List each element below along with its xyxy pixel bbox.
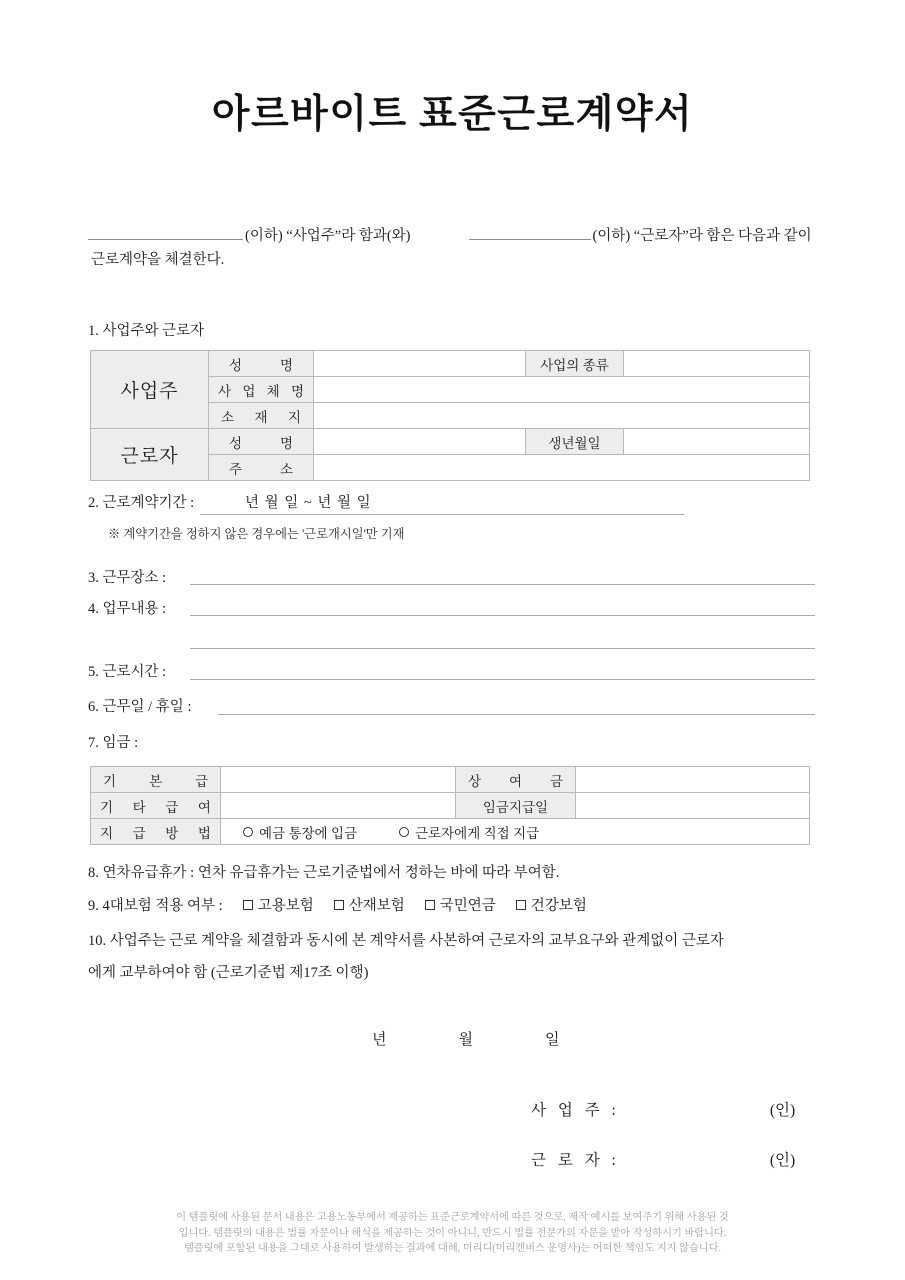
worker-group-label: 근로자 bbox=[91, 429, 209, 481]
intro-paragraph bbox=[88, 222, 818, 249]
job-description-rule-1[interactable] bbox=[190, 615, 815, 616]
workdays-holiday-rule[interactable] bbox=[218, 714, 815, 715]
contract-period-value[interactable]: 년 월 일 ~ 년 월 일 bbox=[245, 495, 372, 511]
insurance-label-industrial: 산재보험 bbox=[348, 898, 405, 914]
business-address-value[interactable] bbox=[314, 403, 810, 429]
payment-option-direct[interactable] bbox=[399, 822, 539, 842]
section-1-heading: 1. 사업주와 근로자 bbox=[88, 323, 205, 339]
section-9-row bbox=[88, 895, 587, 917]
parties-table bbox=[90, 350, 810, 481]
insurance-checkbox-employment[interactable] bbox=[243, 898, 314, 914]
employer-name-blank[interactable] bbox=[88, 222, 243, 240]
checkbox-icon bbox=[334, 900, 344, 910]
section-2-note: ※ 계약기간을 정하지 않은 경우에는 '근로개시일'만 기재 bbox=[108, 527, 405, 541]
radio-circle-icon bbox=[243, 827, 253, 837]
table-row bbox=[91, 793, 810, 819]
date-month-label: 월 bbox=[458, 1032, 473, 1048]
worker-address-label: 주 소 bbox=[209, 455, 314, 481]
signature-date-row[interactable] bbox=[372, 1028, 560, 1049]
insurance-checkbox-pension[interactable] bbox=[425, 898, 496, 914]
job-description-rule-2[interactable] bbox=[190, 648, 815, 649]
birthdate-value[interactable] bbox=[624, 429, 810, 455]
worker-address-value[interactable] bbox=[314, 455, 810, 481]
table-row bbox=[91, 429, 810, 455]
worker-seal-mark: (인) bbox=[769, 1152, 796, 1169]
contract-period-rule bbox=[200, 514, 684, 515]
employer-group-label: 사업주 bbox=[91, 351, 209, 429]
section-4-heading: 4. 업무내용 : bbox=[88, 601, 167, 617]
table-row bbox=[91, 351, 810, 377]
other-pay-label: 기 타 급 여 bbox=[91, 793, 221, 819]
other-pay-value[interactable] bbox=[221, 793, 456, 819]
business-type-value[interactable] bbox=[624, 351, 810, 377]
employer-signature-label: 사 업 주 : bbox=[531, 1102, 620, 1119]
insurance-checkbox-health[interactable] bbox=[516, 898, 587, 914]
footer-line-1: 이 템플릿에 사용된 문서 내용은 고용노동부에서 제공하는 표준근로계약서에 따른 것으로, 제작 예시를 보여주기 위해 사용된 것 bbox=[176, 1212, 729, 1223]
payday-value[interactable] bbox=[576, 793, 810, 819]
payment-option-bank[interactable] bbox=[243, 822, 357, 842]
business-type-label: 사업의 종류 bbox=[526, 351, 624, 377]
section-10-line2: 에게 교부하여야 함 (근로기준법 제17조 이행) bbox=[88, 965, 369, 981]
worker-signature-row[interactable] bbox=[531, 1148, 795, 1170]
workplace-rule[interactable] bbox=[190, 584, 815, 585]
intro-employer-text: (이하) “사업주”라 함과(와) bbox=[245, 228, 411, 244]
insurance-label-health: 건강보험 bbox=[530, 898, 587, 914]
date-year-label: 년 bbox=[372, 1032, 387, 1048]
worker-name-value[interactable] bbox=[314, 429, 526, 455]
section-2-heading: 2. 근로계약기간 : bbox=[88, 495, 195, 511]
table-row bbox=[91, 819, 810, 845]
footer-line-2: 입니다. 템플릿의 내용은 법률 자문이나 해석을 제공하는 것이 아니니, 반드시 법률 전문가의 자문을 받아 작성하시기 바랍니다. bbox=[178, 1227, 727, 1239]
basic-pay-label: 기 본 급 bbox=[91, 767, 221, 793]
radio-circle-icon bbox=[399, 827, 409, 837]
section-8-text: 8. 연차유급휴가 : 연차 유급휴가는 근로기준법에서 정하는 바에 따라 부여함. bbox=[88, 865, 560, 881]
employer-seal-mark: (인) bbox=[769, 1102, 796, 1119]
business-address-label: 소 재 지 bbox=[209, 403, 314, 429]
business-name-label: 사 업 체 명 bbox=[209, 377, 314, 403]
birthdate-label: 생년월일 bbox=[526, 429, 624, 455]
employer-signature-row[interactable] bbox=[531, 1098, 795, 1120]
bonus-value[interactable] bbox=[576, 767, 810, 793]
section-5-heading: 5. 근로시간 : bbox=[88, 664, 167, 680]
payment-option-direct-label: 근로자에게 직접 지급 bbox=[415, 825, 540, 841]
work-hours-rule[interactable] bbox=[190, 679, 815, 680]
payday-label: 임금지급일 bbox=[456, 793, 576, 819]
basic-pay-value[interactable] bbox=[221, 767, 456, 793]
payment-method-label: 지 급 방 법 bbox=[91, 819, 221, 845]
employer-name-label: 성 명 bbox=[209, 351, 314, 377]
checkbox-icon bbox=[516, 900, 526, 910]
date-day-label: 일 bbox=[545, 1032, 560, 1048]
footer-disclaimer bbox=[0, 1210, 905, 1257]
insurance-label-employment: 고용보험 bbox=[257, 898, 314, 914]
page-title: 아르바이트 표준근로계약서 bbox=[211, 93, 694, 136]
business-name-value[interactable] bbox=[314, 377, 810, 403]
intro-worker-text: (이하) “근로자”라 함은 다음과 같이 bbox=[592, 228, 812, 244]
intro-paragraph-line2: 근로계약을 체결한다. bbox=[91, 252, 225, 268]
worker-signature-label: 근 로 자 : bbox=[531, 1152, 620, 1169]
bonus-label: 상 여 금 bbox=[456, 767, 576, 793]
section-10-line1: 10. 사업주는 근로 계약을 체결함과 동시에 본 계약서를 사본하여 근로자의 교부요구와 관계없이 근로자 bbox=[88, 933, 724, 949]
employer-name-value[interactable] bbox=[314, 351, 526, 377]
worker-name-blank[interactable] bbox=[469, 222, 591, 240]
insurance-label-pension: 국민연금 bbox=[439, 898, 496, 914]
checkbox-icon bbox=[425, 900, 435, 910]
insurance-checkbox-industrial[interactable] bbox=[334, 898, 405, 914]
wage-table bbox=[90, 766, 810, 845]
section-9-heading: 9. 4대보험 적용 여부 : bbox=[88, 898, 223, 914]
worker-name-label: 성 명 bbox=[209, 429, 314, 455]
table-row bbox=[91, 767, 810, 793]
payment-method-options bbox=[221, 819, 810, 845]
footer-line-3: 템플릿에 포함된 내용을 그대로 사용하여 발생하는 결과에 대해, 미리디(미리캔버스 운영사)는 어떠한 책임도 지지 않습니다. bbox=[183, 1243, 722, 1254]
section-7-heading: 7. 임금 : bbox=[88, 735, 139, 751]
payment-option-bank-label: 예금 통장에 입금 bbox=[259, 825, 358, 841]
section-3-heading: 3. 근무장소 : bbox=[88, 570, 167, 586]
section-6-heading: 6. 근무일 / 휴일 : bbox=[88, 699, 192, 715]
checkbox-icon bbox=[243, 900, 253, 910]
